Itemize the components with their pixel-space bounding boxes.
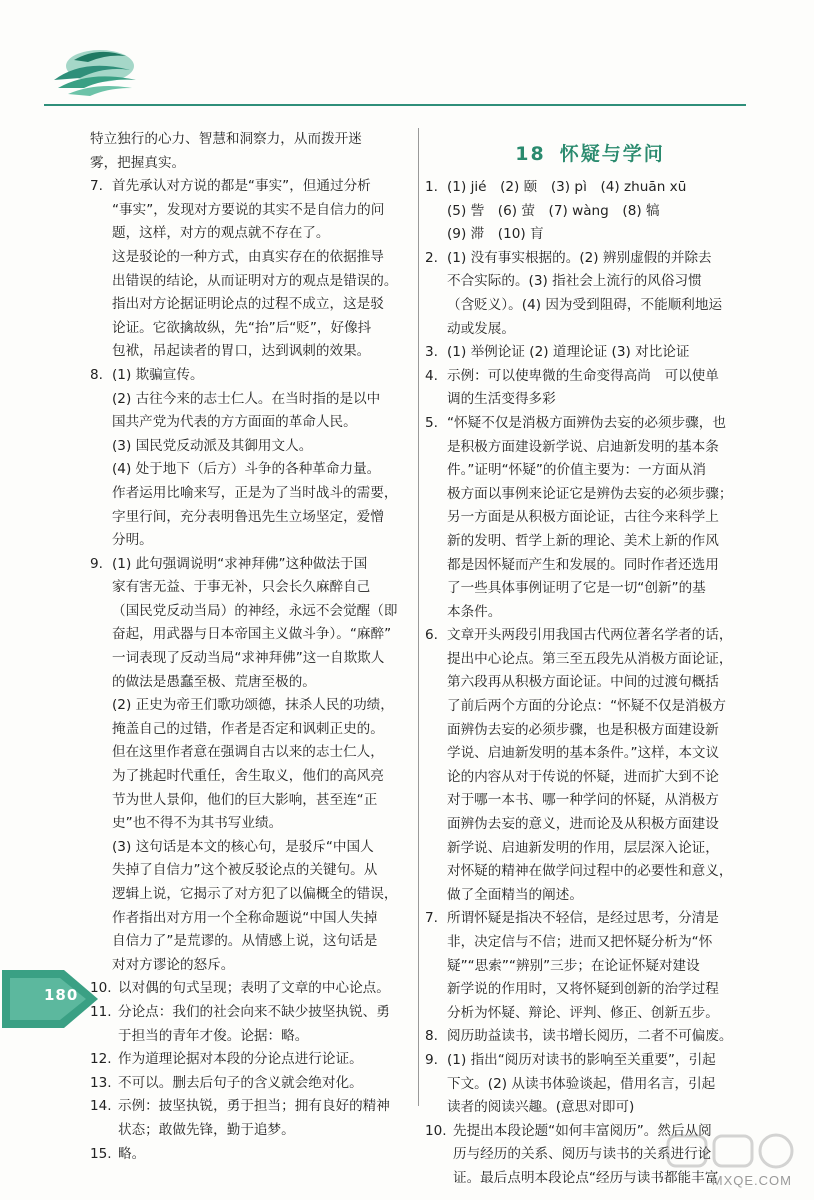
answer-text: (1) 指出“阅历对读书的影响至关重要”，引起 [447,1051,716,1068]
answer-item [90,1048,414,1072]
answer-text: 学说、启迪新发明的基本条件。”这样，本文议 [447,745,720,762]
section-number: 18 [515,143,546,165]
answer-line [112,623,414,647]
answer-text: 极方面以事例来论证它是辨伪去妄的必须步骤； [447,485,733,502]
answer-number: 6. [425,627,438,644]
answer-item [90,1143,414,1167]
answer-item [90,1095,414,1142]
q1-row1-a: (1) jié [447,179,487,195]
answer-item [425,1025,755,1049]
q1-row3-a: (9) 滞 [447,226,485,243]
answer-text: (2) 正史为帝王们歌功颂德，抹杀人民的功绩， [112,697,394,714]
answer-text: 分析为怀疑、辩论、评判、修正、创新五步。 [447,1004,719,1021]
answer-line [447,742,755,766]
answer-line [425,412,755,436]
answer-number: 8. [90,366,103,383]
answer-line [112,647,414,671]
answer-line [112,222,414,246]
header-rule [44,104,746,106]
answer-line [447,318,755,342]
answer-text: (1) 举例论证 (2) 道理论证 (3) 对比论证 [447,344,690,361]
answer-number: 3. [425,344,438,361]
q1-row1-c: (3) pì [550,179,587,195]
answer-line [118,1025,414,1049]
answer-line [112,694,414,718]
answer-item [90,1001,414,1048]
answer-text: 面辨伪去妄的必须步骤，也是积极方面建设新 [447,721,719,738]
answer-text: 不合实际的。(3) 指社会上流行的风俗习惯 [447,273,702,290]
answer-line [447,530,755,554]
answer-text: 所谓怀疑是指决不轻信，是经过思考，分清是 [447,910,719,927]
answer-line [90,553,414,577]
answer-text: （国民党反动当局）的神经，永远不会觉醒（即 [112,602,398,619]
answer-line [112,506,414,530]
answer-line [447,483,755,507]
answer-text: 提出中心论点。第三至五段先从消极方面论证， [447,650,733,667]
answer-line [90,1048,414,1072]
answer-line [447,506,755,530]
answer-line [112,859,414,883]
answer-line [447,601,755,625]
answer-text: 分论点：我们的社会向来不缺少披坚执锐、勇 [118,1003,390,1020]
answer-item [425,1049,755,1120]
answer-line [447,388,755,412]
answer-line [447,884,755,908]
answer-item [425,412,755,624]
right-column [425,128,755,1191]
answer-text: (4) 处于地下（后方）斗争的各种革命力量。 [112,461,381,478]
answer-line [447,978,755,1002]
answer-number: 4. [425,367,438,384]
answer-line [425,247,755,271]
answer-text: （含贬义）。(4) 因为受到阻碍，不能顺利地运 [447,296,723,313]
answer-line [112,388,414,412]
answer-text: 疑”“思索”“辨别”三步；在论证怀疑对建设 [447,957,700,974]
answer-line [112,954,414,978]
answer-text: 字里行间，充分表明鲁迅先生立场坚定，爱憎 [112,508,384,525]
answer-line [447,955,755,979]
answer-line [447,577,755,601]
answer-text: 非，决定信与不信；进而又把怀疑分析为“怀 [447,934,713,950]
answer-line [447,1002,755,1026]
answer-text: (2) 古往今来的志士仁人。在当时指的是以中 [112,390,381,407]
answer-text: 略。 [118,1145,146,1162]
q1-row3-b: (10) 肓 [497,226,544,243]
answer-text: 论证。它欲擒故纵，先“抬”后“贬”，好像抖 [112,319,372,336]
answer-text: 的做法是愚蠢至极、荒唐至极的。 [112,673,316,690]
answer-text: “事实”，发现对方要说的其实不是自信力的问 [112,201,385,218]
left-column [90,128,414,1166]
answer-number: 13. [90,1074,112,1091]
answer-text: 阅历助益读书，读书增长阅历，二者不可偏废。 [447,1028,733,1045]
answer-text: 作为道理论据对本段的分论点进行论证。 [118,1051,363,1068]
answer-line [447,837,755,861]
answer-text: 历与经历的关系、阅历与读书的关系进行论 [453,1146,712,1163]
answer-text: 为了挑起时代重任，舍生取义，他们的高风亮 [112,768,384,785]
answer-line [447,648,755,672]
answer-text: 先提出本段论题“如何丰富阅历”。然后从阅 [453,1122,712,1139]
answer-text: 不可以。删去后句子的含义就会绝对化。 [118,1074,363,1091]
answer-text: 节为世人景仰，他们的巨大影响，甚至连“正 [112,791,378,808]
intro-line-1: 特立独行的心力、智慧和洞察力，从而拨开迷 [90,131,362,147]
answer-text: 论的内容从对于传说的怀疑，进而扩大到不论 [447,768,719,785]
answer-line [425,907,755,931]
answer-line [425,1025,755,1049]
answer-text: 示例：披坚执锐，勇于担当；拥有良好的精神 [118,1098,390,1115]
answer-line [90,175,414,199]
answer-item [425,365,755,412]
answer-text: 史”也不得不为其书写业绩。 [112,815,283,832]
answer-number: 1. [425,179,438,195]
wave-logo-icon [44,44,144,100]
answer-line [90,1143,414,1167]
answer-text: 了前后两个方面的分论点：“怀疑不仅是消极方 [447,698,726,715]
answer-line [112,907,414,931]
q1-row2-a: (5) 訾 [447,202,485,219]
answer-line [447,1096,755,1120]
answer-text: 面辨伪去妄的意义，进而论及从积极方面建设 [447,816,719,833]
section-title [425,134,755,174]
answer-item [90,977,414,1001]
answer-1 [425,176,755,247]
answer-item [90,175,414,364]
answer-item [425,341,755,365]
answer-line [112,741,414,765]
answer-text: (3) 这句话是本文的核心句，是驳斥“中国人 [112,838,374,855]
answer-line [112,270,414,294]
answer-text: 新的发明、哲学上新的理论、美术上新的作风 [447,532,719,549]
answer-number: 10. [90,980,112,997]
answer-line [447,671,755,695]
answer-line [112,671,414,695]
answer-line [112,883,414,907]
answer-line [112,246,414,270]
q1-row2-c: (7) wàng [548,202,609,219]
answer-line [112,411,414,435]
answer-line [425,341,755,365]
answer-text: 作者运用比喻来写，正是为了当时战斗的需要， [112,484,398,501]
answer-line [425,365,755,389]
answer-text: 另一方面是从积极方面论证，古往今来科学上 [447,509,719,526]
answer-line [447,459,755,483]
answer-text: 对怀疑的精神在做学问过程中的必要性和意义， [447,863,733,880]
answer-line [112,576,414,600]
answer-line [447,1073,755,1097]
answer-number: 2. [425,249,438,266]
answer-item [90,1072,414,1096]
q1-row2-b: (6) 萤 [497,202,535,219]
answer-line [447,766,755,790]
answer-line [112,317,414,341]
answer-text: 出错误的结论，从而证明对方的观点是错误的。 [112,272,398,289]
answer-number: 9. [425,1051,438,1068]
answer-text: (1) 欺骗宣传。 [112,366,204,383]
answer-line [112,600,414,624]
right-answer-list [425,247,755,1191]
answer-text: 家有害无益、于事无补，只会长久麻醉自己 [112,579,371,596]
answer-line [425,624,755,648]
answer-text: 这是驳论的一种方式，由真实存在的依据推导 [112,248,384,265]
q1-row1-b: (2) 颐 [500,179,538,195]
answer-line [112,435,414,459]
answer-text: 了一些具体事例证明了它是一切“创新”的基 [447,580,706,597]
answer-text: 对于哪一本书、哪一种学问的怀疑，从消极方 [447,792,719,809]
answer-line [447,436,755,460]
answer-line [112,718,414,742]
answer-line [118,1119,414,1143]
answer-line [90,1095,414,1119]
answer-text: 对对方谬论的怒斥。 [112,956,235,973]
answer-line [447,860,755,884]
answer-text: 包袱，吊起读者的胃口，达到讽刺的效果。 [112,343,371,360]
answer-text: 作者指出对方用一个全称命题说“中国人失掉 [112,909,378,926]
left-answer-list [90,175,414,1166]
answer-line [112,812,414,836]
answer-item [425,624,755,907]
answer-text: 指出对方论据证明论点的过程不成立，这是驳 [112,296,384,313]
answer-text: 动或发展。 [447,320,515,337]
answer-line [112,789,414,813]
answer-text: 掩盖自己的过错，作者是否定和讽刺正史的。 [112,720,384,737]
answer-text: 一词表现了反动当局“求神拜佛”这一自欺欺人 [112,650,385,667]
answer-line [90,364,414,388]
intro-line-2: 雾，把握真实。 [90,154,186,171]
answer-text: 于担当的青年才俊。论据：略。 [118,1027,309,1044]
answer-line [447,294,755,318]
answer-line [447,695,755,719]
answer-line [112,765,414,789]
answer-number: 14. [90,1098,112,1115]
q1-row2-d: (8) 犒 [622,202,660,219]
answer-item [425,247,755,341]
answer-text: 但在这里作者意在强调自古以来的志士仁人， [112,744,384,761]
answer-item [425,907,755,1025]
q1-row1-d: (4) zhuān xū [600,179,687,195]
answer-line [112,529,414,553]
answer-item [90,364,414,553]
section-title-text: 怀疑与学问 [559,143,665,165]
answer-text: 第六段再从积极方面论证。中间的过渡句概括 [447,674,719,691]
answer-line [112,199,414,223]
answer-number: 8. [425,1028,438,1045]
answer-text: (1) 此句强调说明“求神拜佛”这种做法于国 [112,555,368,572]
answer-line [447,931,755,955]
answer-text: 新学说、启迪新发明的作用，层层深入论证， [447,839,719,856]
answer-number: 11. [90,1003,112,1020]
answer-text: 逻辑上说，它揭示了对方犯了以偏概全的错误， [112,886,398,902]
answer-number: 5. [425,414,438,431]
answer-number: 15. [90,1145,112,1162]
answer-text: (1) 没有事实根据的。(2) 辨别虚假的并除去 [447,249,712,266]
answer-text: 失掉了自信力”这个被反驳论点的关键句。从 [112,862,378,879]
answer-line [425,1049,755,1073]
answer-line [90,1001,414,1025]
answer-text: 证。最后点明本段论点“经历与读书都能丰富 [453,1169,719,1186]
answer-text: 调的生活变得多彩 [447,391,556,408]
answer-text: 件。”证明“怀疑”的价值主要为：一方面从消 [447,462,707,479]
answer-line [112,930,414,954]
answer-text: 下文。(2) 从读书体验谈起，借用名言，引起 [447,1075,716,1092]
answer-text: (3) 国民党反动派及其御用文人。 [112,437,313,454]
answer-line [447,813,755,837]
answer-text: 自信力了”是荒谬的。从情感上说，这句话是 [112,933,378,950]
answer-text: 都是因怀疑而产生和发展的。同时作者还选用 [447,556,719,573]
watermark-text: MXQE.COM [711,1173,792,1188]
answer-text: 本条件。 [447,603,502,620]
answer-line [447,270,755,294]
answer-number: 7. [425,910,438,927]
answer-item [90,553,414,978]
answer-line [112,482,414,506]
answer-text: 做了全面精当的阐述。 [447,886,583,903]
answer-line [90,1072,414,1096]
answer-text: 示例：可以使卑微的生命变得高尚 可以使单 [447,367,719,384]
answer-text: 国共产党为代表的方方面面的革命人民。 [112,414,357,431]
answer-line [90,977,414,1001]
answer-line [447,789,755,813]
answer-text: 首先承认对方说的都是“事实”，但通过分析 [112,178,371,195]
answer-line [112,458,414,482]
answer-text: “怀疑不仅是消极方面辨伪去妄的必须步骤，也 [447,414,726,431]
answer-line [112,293,414,317]
column-divider [418,128,419,1106]
answer-line [112,836,414,860]
page-number: 180 [44,986,79,1004]
answer-text: 读者的阅读兴趣。(意思对即可) [447,1099,635,1116]
answer-text: 文章开头两段引用我国古代两位著名学者的话， [447,627,733,644]
answer-number: 9. [90,555,103,572]
answer-text: 分明。 [112,532,153,549]
answer-text: 题，这样，对方的观点就不存在了。 [112,225,330,242]
answer-text: 新学说的作用时，又将怀疑到创新的治学过程 [447,981,719,998]
answer-number: 12. [90,1051,112,1068]
answer-number: 7. [90,178,103,195]
answer-line [447,719,755,743]
answer-text: 状态；敢做先锋，勤于追梦。 [118,1121,295,1138]
answer-number: 10. [425,1122,447,1139]
answer-line [112,340,414,364]
answer-line [447,554,755,578]
answer-text: 以对偶的句式呈现；表明了文章的中心论点。 [118,980,390,997]
answer-text: 奋起，用武器与日本帝国主义做斗争）。“麻醉” [112,626,392,643]
answer-text: 是积极方面建设新学说、启迪新发明的基本条 [447,438,719,455]
